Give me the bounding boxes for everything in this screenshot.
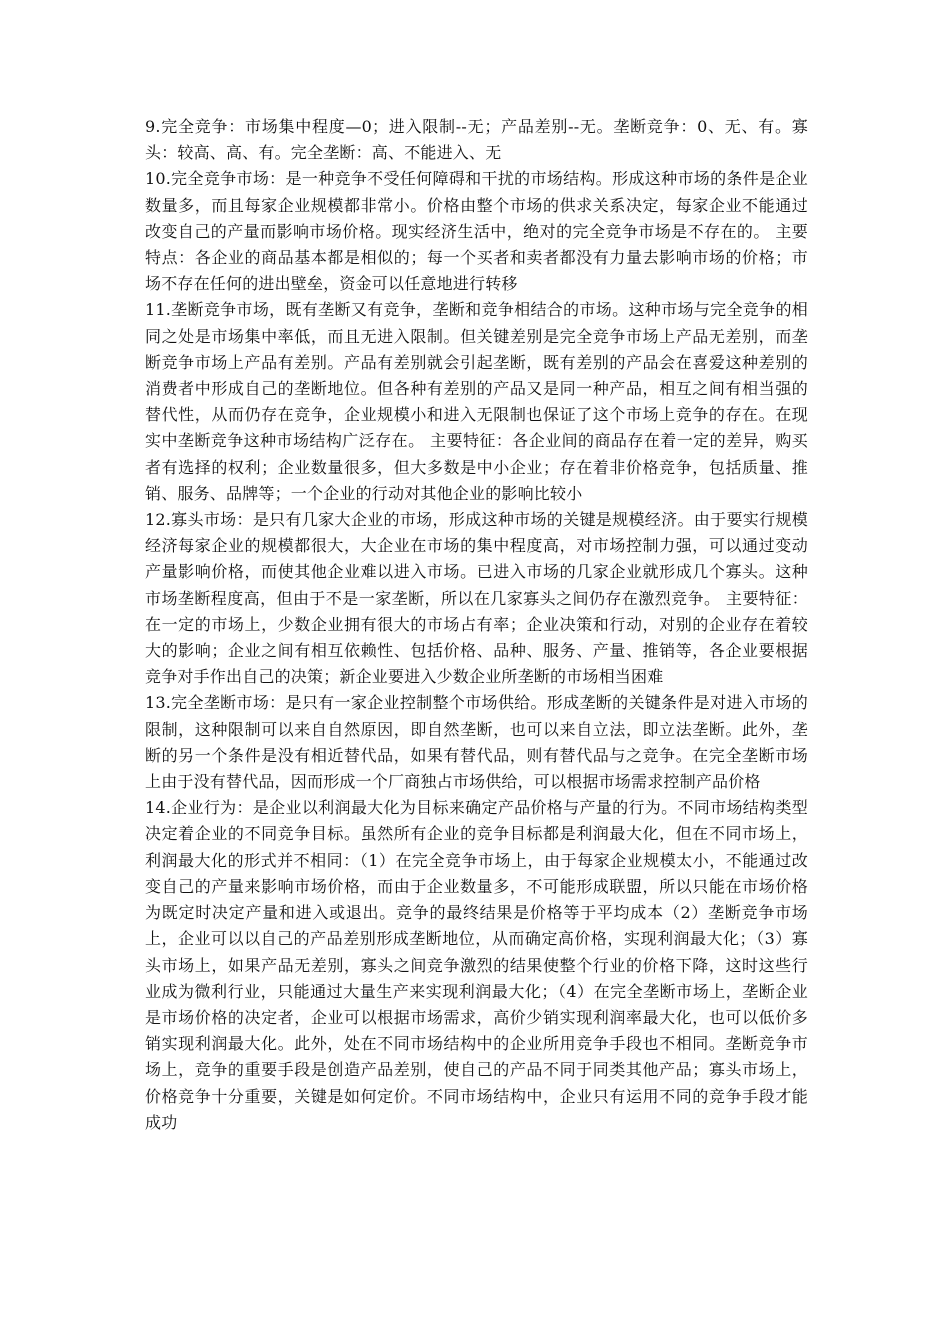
paragraph-item-10-perfect-competition-market: 10.完全竞争市场：是一种竞争不受任何障碍和干扰的市场结构。形成这种市场的条件是企业数量多，而且每家企业规模都非常小。价格由整个市场的供求关系决定，每家企业不能通过改变自己的产量而影响市场价格。现实经济生活中，绝对的完全竞争市场是不存在的。 主要特点：各企业的商品基本都是相似的；每一个买者和卖者都没有力量去影响市场的价格；市场不存在任何的进出壁垒，资金可以任意地进行转移 [145,169,808,294]
paragraph-item-13-complete-monopoly: 13.完全垄断市场：是只有一家企业控制整个市场供给。形成垄断的关键条件是对进入市场的限制，这种限制可以来自自然原因，即自然垄断，也可以来自立法，即立法垄断。此外，垄断的另一个条件是没有相近替代品，如果有替代品，则有替代品与之竞争。在完全垄断市场上由于没有替代品，因而形成一个厂商独占市场供给，可以根据市场需求控制产品价格 [145,693,808,792]
paragraph-item-12-oligopoly-market: 12.寡头市场：是只有几家大企业的市场，形成这种市场的关键是规模经济。由于要实行规模经济每家企业的规模都很大，大企业在市场的集中程度高，对市场控制力强，可以通过变动产量影响价格，而使其他企业难以进入市场。已进入市场的几家企业就形成几个寡头。这种市场垄断程度高，但由于不是一家垄断，所以在几家寡头之间仍存在激烈竞争。 主要特征：在一定的市场上，少数企业拥有很大的市场占有率；企业决策和行动，对别的企业存在着较大的影响；企业之间有相互依赖性、包括价格、品种、服务、产量、推销等，各企业要根据竞争对手作出自己的决策；新企业要进入少数企业所垄断的市场相当困难 [145,510,808,687]
paragraph-item-9-perfect-competition-summary: 9.完全竞争：市场集中程度—0；进入限制--无；产品差别--无。垄断竞争：0、无、有。寡头：较高、高、有。完全垄断：高、不能进入、无 [145,117,808,163]
paragraph-item-11-monopolistic-competition: 11.垄断竞争市场，既有垄断又有竞争，垄断和竞争相结合的市场。这种市场与完全竞争的相同之处是市场集中率低，而且无进入限制。但关键差别是完全竞争市场上产品无差别，而垄断竞争市场上产品有差别。产品有差别就会引起垄断，既有差别的产品会在喜爱这种差别的消费者中形成自己的垄断地位。但各种有差别的产品又是同一种产品，相互之间有相当强的替代性，从而仍存在竞争，企业规模小和进入无限制也保证了这个市场上竞争的存在。在现实中垄断竞争这种市场结构广泛存在。 主要特征：各企业间的商品存在着一定的差异，购买者有选择的权利；企业数量很多，但大多数是中小企业；存在着非价格竞争，包括质量、推销、服务、品牌等；一个企业的行动对其他企业的影响比较小 [145,300,808,503]
paragraph-item-14-enterprise-behavior: 14.企业行为：是企业以利润最大化为目标来确定产品价格与产量的行为。不同市场结构类型决定着企业的不同竞争目标。虽然所有企业的竞争目标都是利润最大化，但在不同市场上，利润最大化的形式并不相同：（1）在完全竞争市场上，由于每家企业规模太小，不能通过改变自己的产量来影响市场价格，而由于企业数量多，不可能形成联盟，所以只能在市场价格为既定时决定产量和进入或退出。竞争的最终结果是价格等于平均成本（2）垄断竞争市场上，企业可以以自己的产品差别形成垄断地位，从而确定高价格，实现利润最大化；（3）寡头市场上，如果产品无差别，寡头之间竞争激烈的结果使整个行业的价格下降，这时这些行业成为微利行业，只能通过大量生产来实现利润最大化；（4）在完全垄断市场上，垄断企业是市场价格的决定者，企业可以根据市场需求，高价少销实现利润率最大化，也可以低价多销实现利润最大化。此外，处在不同市场结构中的企业所用竞争手段也不相同。垄断竞争市场上，竞争的重要手段是创造产品差别，使自己的产品不同于同类其他产品；寡头市场上，价格竞争十分重要，关键是如何定价。不同市场结构中，企业只有运用不同的竞争手段才能成功 [145,798,808,1132]
